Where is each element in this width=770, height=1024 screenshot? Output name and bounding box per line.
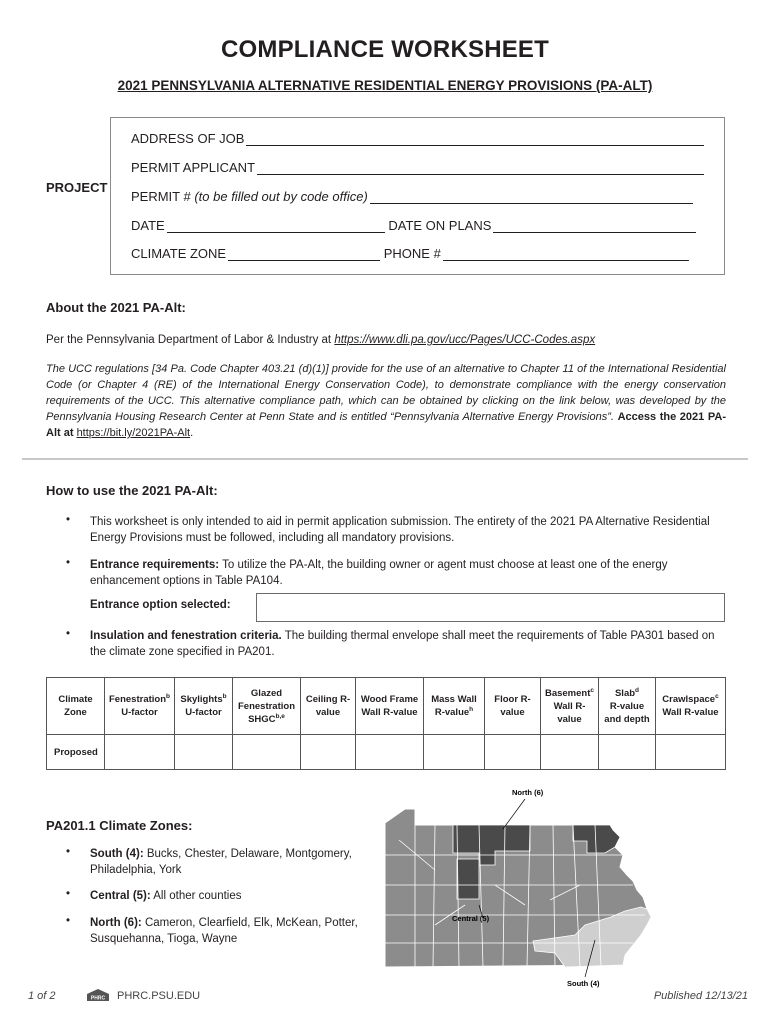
phone-field[interactable] <box>443 249 689 261</box>
th-mass-wall-text: Mass Wall R-value <box>431 694 477 718</box>
proposed-skylights-cell[interactable] <box>175 735 233 770</box>
table-row <box>47 735 726 770</box>
central-bold: Central (5): <box>90 890 151 902</box>
south-text: Bucks, Chester, Delaware, Montgomery, Philadelphia, York <box>90 848 352 876</box>
climate-zone-map <box>375 785 725 990</box>
north-bold: North (6): <box>90 917 142 929</box>
th-skylights-unit: U-factor <box>185 707 222 718</box>
th-basement-unit: Wall R-value <box>553 700 586 725</box>
th-slab <box>599 678 656 735</box>
th-skylights <box>175 678 233 735</box>
access-period: . <box>190 427 194 439</box>
date-label: DATE <box>131 218 165 233</box>
permit-field[interactable] <box>370 192 693 204</box>
page-subtitle: 2021 PENNSYLVANIA ALTERNATIVE RESIDENTIAL ENERGY PROVISIONS (PA-ALT) <box>117 78 653 93</box>
applicant-field[interactable] <box>257 163 704 175</box>
climate-row <box>131 246 689 261</box>
bullet-2: • <box>66 557 71 569</box>
map-label-central: Central (5) <box>452 914 490 923</box>
proposed-floor-cell[interactable] <box>485 735 541 770</box>
th-crawlspace-text: Crawlspace <box>662 694 716 705</box>
howto-bullet-1: This worksheet is only intended to aid in permit application submission. The entirety of the 2021 PA Alternative Residential Energy Provisions must be followed, including all mandatory provisions. <box>90 516 710 544</box>
page-title: COMPLIANCE WORKSHEET <box>221 36 549 63</box>
th-slab-unit: R-value and depth <box>604 700 650 725</box>
date-on-plans-label: DATE ON PLANS <box>388 218 492 233</box>
footer-site-link[interactable]: PHRC.PSU.EDU <box>117 990 201 1002</box>
permit-note: (to be filled out by code office) <box>194 189 368 204</box>
phrc-logo-icon <box>86 988 110 1002</box>
project-box <box>110 117 725 275</box>
th-slab-sup: d <box>635 686 640 694</box>
access-text: Access the 2021 PA-Alt at <box>46 411 726 439</box>
north-text: Cameron, Clearfield, Elk, McKean, Potter, Susquehanna, Tioga, Wayne <box>90 917 358 945</box>
th-floor: Floor R-value <box>485 678 541 735</box>
entrance-text: To utilize the PA-Alt, the building owner or agent must choose at least one of the energy enhancement options in Table PA104. <box>90 559 668 587</box>
ucc-paragraph <box>46 361 726 441</box>
th-crawlspace <box>656 678 726 735</box>
th-fenestration-unit: U-factor <box>121 707 158 718</box>
pa-alt-link[interactable]: https://bit.ly/2021PA-Alt <box>76 427 191 439</box>
th-basement-sup: c <box>590 686 595 694</box>
proposed-basement-cell[interactable] <box>541 735 599 770</box>
bullet-1: • <box>66 514 71 526</box>
address-label: ADDRESS OF JOB <box>131 131 245 146</box>
proposed-crawlspace-cell[interactable] <box>656 735 726 770</box>
th-basement-text: Basement <box>544 687 591 699</box>
applicant-label: PERMIT APPLICANT <box>131 160 256 175</box>
zone-north <box>90 915 370 947</box>
insulation-bold: Insulation and fenestration criteria. <box>90 630 282 642</box>
howto-heading: How to use the 2021 PA-Alt: <box>46 483 218 498</box>
address-row <box>131 131 704 146</box>
proposed-mass-wall-cell[interactable] <box>424 735 485 770</box>
about-per-text: Per the Pennsylvania Department of Labor & Industry at <box>46 334 332 346</box>
logo-text: PHRC <box>90 995 106 1002</box>
th-skylights-text: Skylights <box>180 694 223 705</box>
th-basement <box>541 678 599 735</box>
about-per <box>46 332 736 348</box>
section-divider <box>22 458 748 460</box>
th-slab-text: Slab <box>614 687 636 699</box>
th-crawlspace-unit: Wall R-value <box>662 707 719 718</box>
th-skylights-sup: b <box>222 692 227 700</box>
th-glazed-text: Glazed Fenestration SHGC <box>237 687 295 725</box>
th-glazed <box>233 678 301 735</box>
proposed-slab-cell[interactable] <box>599 735 656 770</box>
zone-south <box>90 846 370 878</box>
ucc-text: The UCC regulations [34 Pa. Code Chapter 403.21 (d)(1)] provide for the use of an alternative to Chapter 11 of the International Residential Code (or Chapter 4 (RE) of the International Energy Conservation Code), to demonstrate compliance with the energy conservation requirements of the UCC. This alternative compliance path, which can be obtained by clicking on the link below, was developed by the Pennsylvania Housing Research Center at Penn State and is entitled “Pennsylvania Alternative Energy Provisions”. <box>46 363 726 423</box>
th-mass-wall-sup: h <box>469 705 474 713</box>
th-fenestration-sup: b <box>166 692 170 700</box>
central-text: All other counties <box>153 890 242 902</box>
about-heading: About the 2021 PA-Alt: <box>46 300 186 315</box>
howto-bullet-3 <box>90 628 726 660</box>
th-crawlspace-sup: c <box>715 692 719 700</box>
th-mass-wall <box>424 678 485 735</box>
entrance-bold: Entrance requirements: <box>90 559 220 571</box>
permit-row <box>131 189 693 204</box>
north-counties-b <box>457 859 479 899</box>
page-number: 1 of 2 <box>28 990 56 1002</box>
climate-zone-label: CLIMATE ZONE <box>131 246 227 261</box>
dli-link[interactable]: https://www.dli.pa.gov/ucc/Pages/UCC-Codes.aspx <box>334 334 596 346</box>
date-on-plans-field[interactable] <box>493 221 696 233</box>
th-fenestration-text: Fenestration <box>109 694 167 705</box>
applicant-row <box>131 160 704 175</box>
th-fenestration <box>105 678 175 735</box>
th-glazed-sup: b,e <box>275 712 285 720</box>
howto-bullet-2 <box>90 557 726 589</box>
th-wood-frame: Wood Frame Wall R-value <box>356 678 424 735</box>
entrance-option-label: Entrance option selected: <box>90 599 231 611</box>
map-label-north: North (6) <box>512 788 544 797</box>
date-row <box>131 218 696 233</box>
south-bold: South (4): <box>90 848 144 860</box>
proposed-ceiling-cell[interactable] <box>301 735 356 770</box>
map-label-south: South (4) <box>567 979 600 988</box>
table-header-row <box>47 678 726 735</box>
project-label: PROJECT <box>46 180 108 195</box>
date-field[interactable] <box>167 221 385 233</box>
entrance-option-field[interactable] <box>256 593 725 622</box>
bullet-north: • <box>66 915 71 927</box>
bullet-3: • <box>66 628 71 640</box>
permit-label: PERMIT # <box>131 189 191 204</box>
proposed-label: Proposed <box>47 735 105 770</box>
proposed-fenestration-cell[interactable] <box>105 735 175 770</box>
th-ceiling: Ceiling R-value <box>301 678 356 735</box>
bullet-central: • <box>66 888 71 900</box>
th-climate-zone: Climate Zone <box>47 678 105 735</box>
insulation-text: The building thermal envelope shall meet the requirements of Table PA301 based on the climate zone specified in PA201. <box>90 630 715 658</box>
zone-central <box>90 888 370 904</box>
address-field[interactable] <box>246 134 704 146</box>
climate-zone-field[interactable] <box>228 249 380 261</box>
published-date: Published 12/13/21 <box>653 990 748 1002</box>
proposed-glazed-cell[interactable] <box>233 735 301 770</box>
climate-zones-heading: PA201.1 Climate Zones: <box>46 818 193 833</box>
bullet-south: • <box>66 846 71 858</box>
criteria-table <box>46 677 726 770</box>
proposed-wood-frame-cell[interactable] <box>356 735 424 770</box>
phone-label: PHONE # <box>383 246 441 261</box>
